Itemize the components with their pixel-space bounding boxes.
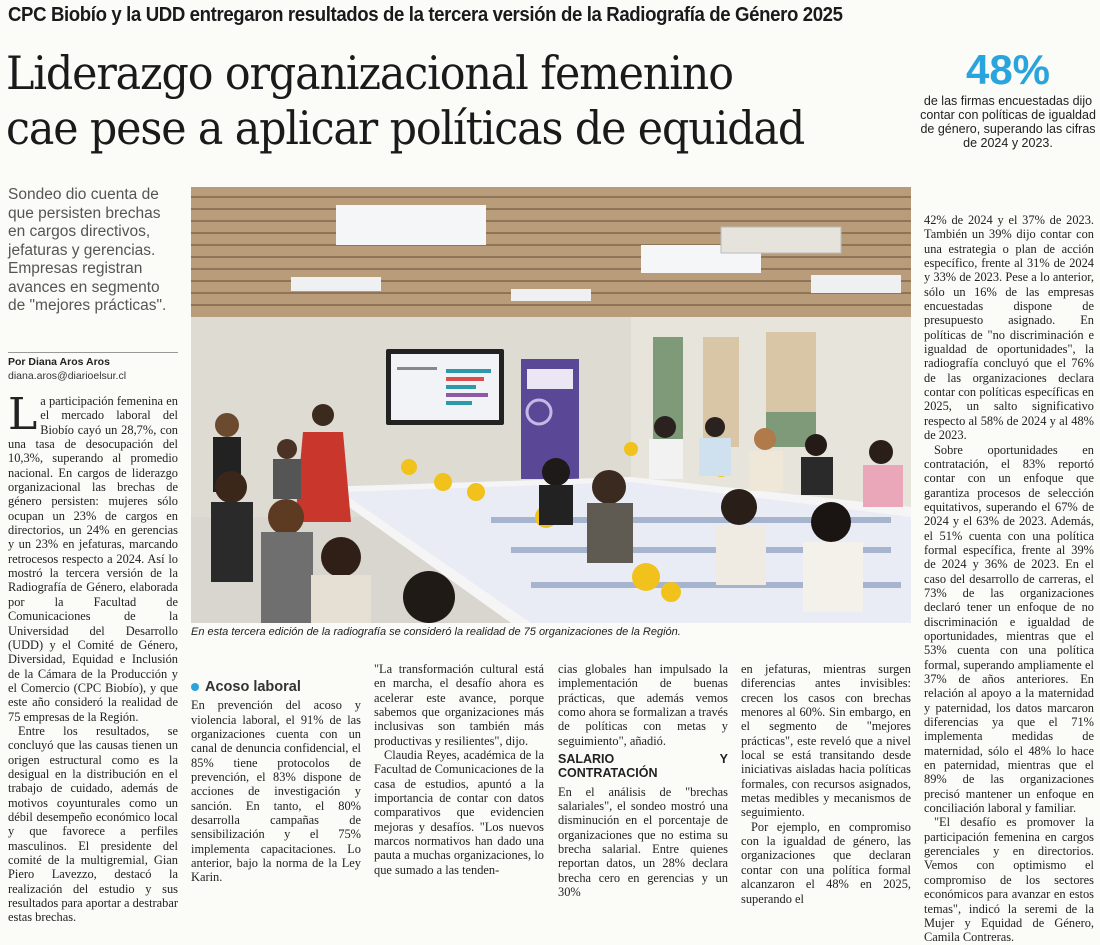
col1-paragraph-2: Entre los resultados, se concluyó que las causas tienen un origen estructural como es la desigual en la distribución en el trabajo de cuidado, además de motivos coyunturales como un débil desempeño económico local y que favorece a perfiles masculinos. El presidente del comité de la multigremial, Gian Piero Lavezzo, destacó la realización del estudio y sus resultados para aportar a destrabar estas brechas. (8, 723, 178, 925)
kicker: CPC Biobío y la UDD entregaron resultados de la tercera versión de la Radiografía de Género 2025 (8, 4, 843, 26)
col3-paragraph-2: Claudia Reyes, académica de la Facultad de Comunicaciones de la casa de estudios, apuntó a la importancia de contar con datos comparativos que evidencien mejoras y desafíos. "Los nuevos marcos normativos han dado una pauta a muchas organizaciones, lo que sumado a las tenden- (374, 748, 544, 877)
col6-paragraph-1: 42% de 2024 y el 37% de 2023. También un 39% dijo contar con una estrategia o plan de acción específico, frente al 31% de 2024 y 33% de 2023. Pese a lo anterior, sólo un 16% de las empresas encuestadas dispone de presupuesto asignado. En políticas de "no discriminación e igualdad de oportunidades", la radiografía concluyó que el 76% de las organizaciones declara contar con políticas específicas en 2025, un salto significativo respecto al 58% de 2024 y al 48% de 2023. (924, 213, 1094, 443)
article-column-3 (374, 662, 544, 877)
col3-paragraph-1: "La transformación cultural está en marcha, el desafío ahora es acelerar este avance, porque sabemos que organizaciones más inclusivas son también más productivas y resilientes", dijo. (374, 662, 544, 748)
col1-paragraph-1: a participación femenina en el mercado laboral del Biobío cayó un 28,7%, con una tasa de desocupación del 10,3%, superando al promedio nacional. En cargos de liderazgo organizacional las brechas de género persisten: mujeres sólo ocupan un 23% de cargos en directorios, un 24% en gerencias y un 23% en jefaturas, marcando retrocesos respecto a 2024. Así lo mostró la tercera versión de la Radiografía de Género, elaborada por la Facultad de Comunicaciones de la Universidad del Desarrollo (UDD) y el Comité de Género, Diversidad, Equidad e Inclusión de la Cámara de la Producción y el Comercio (CPC Biobío), y que este año consideró la realidad de 75 empresas de la Región. (8, 394, 178, 724)
article-column-4 (558, 662, 728, 900)
headline-line-1: Liderazgo organizacional femenino (6, 46, 733, 100)
byline-author: Por Diana Aros Aros (8, 356, 110, 368)
headline (6, 46, 852, 156)
subhead-acoso (191, 680, 361, 694)
stat-value: 48% (965, 46, 1051, 93)
subhead-acoso-label: Acoso laboral (205, 679, 301, 695)
article-column-2 (191, 680, 361, 885)
col5-paragraph-1: en jefaturas, mientras surgen diferencias antes invisibles: crecen los casos con brechas menores al 60%. Sin embargo, en el segmento de "mejores prácticas", este reveló que a nivel local se está transitando desde iniciativas aisladas hacia políticas formales, con recursos asignados, metas medibles y mecanismos de seguimiento. (741, 662, 911, 820)
stat-text: de las firmas encuestadas dijo contar con políticas de igualdad de género, superando las cifras de 2024 y 2023. (920, 94, 1096, 150)
drop-cap: L (8, 389, 38, 440)
col6-paragraph-3: "El desafío es promover la participación femenina en cargos gerenciales y en directorios. Vemos con optimismo el compromiso de los sectores económicos para avanzar en estos temas", indicó la seremi de la Mujer y Equidad de Género, Camila Contreras. (924, 815, 1094, 945)
bullet-dot-icon (191, 683, 199, 691)
col4-paragraph-2: En el análisis de "brechas salariales", el sondeo mostró una disminución en el porcentaje de organizaciones que no estima su brecha salarial. Entre quienes reportan datos, un 28% declara brecha cero en gerencias y un 30% (558, 784, 728, 900)
byline-email: diana.aros@diarioelsur.cl (8, 370, 127, 382)
headline-line-2: cae pese a aplicar políticas de equidad (6, 101, 805, 155)
col4-paragraph-1: cias globales han impulsado la implementación de buenas prácticas, que además vemos como ahora se formalizan a través de políticas con metas y seguimiento", añadió. (558, 662, 728, 748)
photo-caption: En esta tercera edición de la radiografía se consideró la realidad de 75 organizaciones de la Región. (191, 626, 681, 638)
byline (8, 352, 178, 382)
article-column-6 (924, 213, 1094, 945)
lead-summary: Sondeo dio cuenta de que persisten brechas en cargos directivos, jefaturas y gerencias. Empresas registran avances en segmento de "mejores prácticas". (8, 186, 167, 314)
col2-paragraph-1: En prevención del acoso y violencia laboral, el 91% de las organizaciones cuenta con un canal de denuncia confidencial, el 85% tiene protocolos de prevención, el 83% dispone de acciones de investigación y sanción. En tanto, el 80% desarrolla campañas de sensibilización y el 75% implementa capacitaciones. Lo anterior, bajo la norma de la Ley Karin. (191, 698, 361, 885)
stat-box (918, 48, 1098, 150)
article-photo (191, 187, 911, 623)
col5-paragraph-2: Por ejemplo, en compromiso con la igualdad de género, las organizaciones que declaran contar con una política formal alcanzaron el 48% en 2025, superando el (741, 819, 911, 906)
article-column-5 (741, 662, 911, 906)
meeting-room-illustration (191, 187, 911, 623)
col6-paragraph-2: Sobre oportunidades en contratación, el 83% reportó contar con un enfoque que garantiza procesos de selección equitativos, superando el 67% de 2024 y el 63% de 2023. Además, el 51% cuenta con una política formal específica, frente al 39% de 2024 y 36% de 2023. En el caso del desarrollo de carreras, el 73% de las organizaciones declaró tener un enfoque de no discriminación e igualdad de oportunidades, mientras que el 53% cuenta con una política formal, superando ampliamente el 37% de años anteriores. En relación al apoyo a la maternidad y paternidad, los datos marcaron diferencias ya que el 71% implementa medidas de maternidad, sólo el 48% lo hace en paternidad, mientras que el 89% de las organizaciones precisó mantener un enfoque en conciliación laboral y familiar. (924, 442, 1094, 816)
article-column-1 (8, 389, 178, 925)
subhead-salario: SALARIO Y CONTRATACIÓN (558, 752, 728, 781)
